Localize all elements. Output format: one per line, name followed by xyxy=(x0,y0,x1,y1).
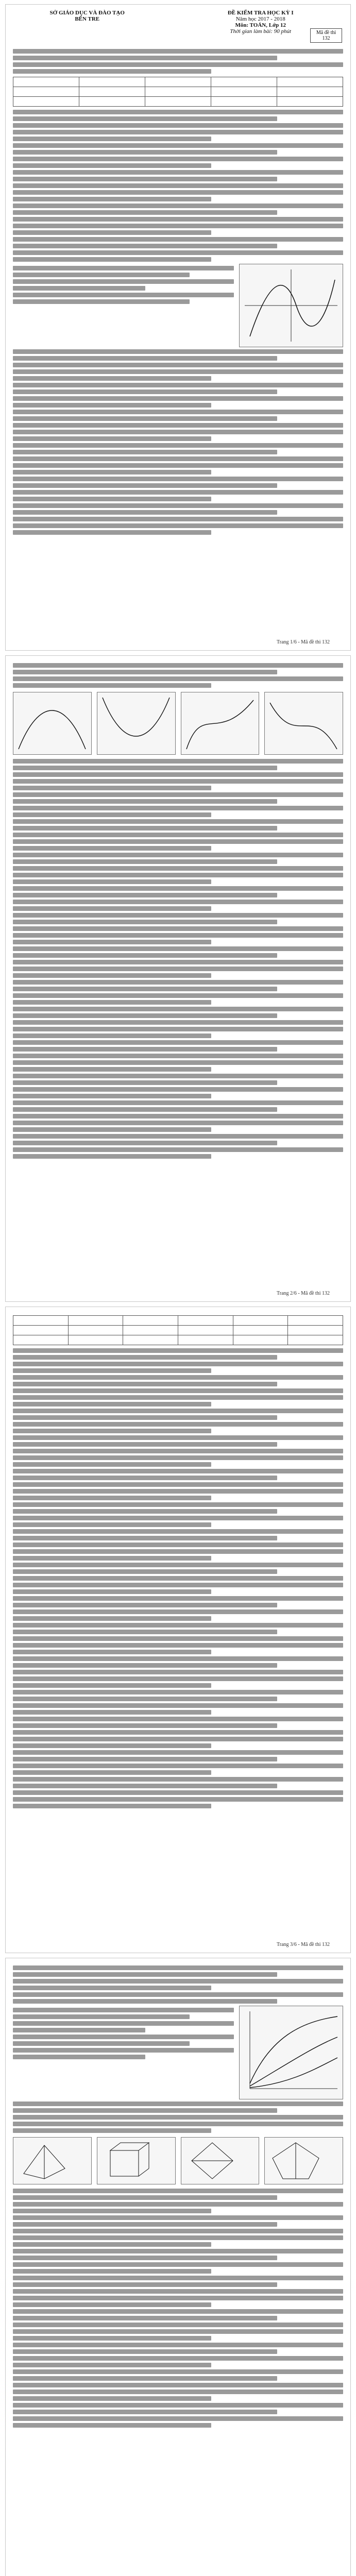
question-text-line xyxy=(13,859,277,864)
question-text-line xyxy=(13,1992,343,1997)
question-text-line xyxy=(13,1710,211,1715)
question-text-line xyxy=(13,2416,343,2421)
question-text-line xyxy=(13,1455,343,1460)
question-text-line xyxy=(13,1549,343,1554)
question-text-line xyxy=(13,369,343,374)
question-text-line xyxy=(13,530,211,535)
question-text-line xyxy=(13,893,277,897)
question-text-line xyxy=(13,953,277,958)
question-text-line xyxy=(13,1033,211,1038)
school-line-2: BẾN TRE xyxy=(75,16,100,22)
graph-option-d-plot xyxy=(265,692,342,754)
question-text-line xyxy=(13,436,211,441)
question-text-line xyxy=(13,2282,277,2287)
question-text-line xyxy=(13,423,343,428)
question-text-line xyxy=(13,49,343,54)
question-text-line xyxy=(13,2235,343,2240)
question-text-line xyxy=(13,913,343,918)
question-text-line xyxy=(13,839,343,844)
question-text-line xyxy=(13,376,211,381)
question-text-line xyxy=(13,190,343,195)
question-text-line xyxy=(13,960,343,964)
question-text-line xyxy=(13,1080,277,1085)
question-text-line xyxy=(13,1697,277,1701)
question-text-line xyxy=(13,1000,211,1005)
question-text-line xyxy=(13,1355,277,1360)
question-text-line xyxy=(13,2249,343,2253)
question-text-line xyxy=(13,217,343,222)
question-text-line xyxy=(13,2389,343,2394)
question-text-line xyxy=(13,846,211,851)
question-text-line xyxy=(13,1007,343,1011)
variation-table xyxy=(13,77,343,107)
question-text-line xyxy=(13,2369,343,2374)
question-text-line xyxy=(13,497,211,501)
question-text-line xyxy=(13,759,343,764)
question-text-line xyxy=(13,1382,277,1386)
question-text-line xyxy=(13,1516,343,1520)
question-text-line xyxy=(13,2035,234,2039)
question-text-line xyxy=(13,886,343,891)
question-text-line xyxy=(13,792,343,797)
question-text-line xyxy=(13,1054,343,1058)
question-text-line xyxy=(13,1576,343,1581)
question-text-line xyxy=(13,1435,343,1440)
question-text-line xyxy=(13,2423,211,2428)
question-text-line xyxy=(13,676,343,681)
question-text-line xyxy=(13,933,343,938)
question-text-line xyxy=(13,2014,190,2019)
question-text-line xyxy=(13,2256,277,2260)
question-text-line xyxy=(13,879,211,884)
question-text-line xyxy=(13,1790,343,1795)
question-text-line xyxy=(13,230,211,235)
question-text-line xyxy=(13,1348,343,1353)
graph-option-d xyxy=(264,692,343,755)
question-text-line xyxy=(13,2323,343,2327)
question-text-line xyxy=(13,866,343,871)
question-text-line xyxy=(13,1777,343,1782)
question-text-line xyxy=(13,2316,277,2320)
question-text-line xyxy=(13,2410,277,2414)
question-text-line xyxy=(13,2242,211,2247)
question-text-line xyxy=(13,1509,277,1514)
question-text-line xyxy=(13,2309,343,2314)
graph-option-b-plot xyxy=(97,692,175,754)
page-footer: Trang 3/6 - Mã đề thi 132 xyxy=(277,1942,330,1947)
question-text-line xyxy=(13,1804,211,1808)
graph-option-b xyxy=(97,692,176,755)
question-text-line xyxy=(13,1522,211,1527)
question-text-line xyxy=(13,2195,277,2200)
question-text-line xyxy=(13,2343,343,2347)
question-text-line xyxy=(13,197,211,201)
question-text-line xyxy=(13,1100,343,1105)
question-text-line xyxy=(13,183,343,188)
question-text-line xyxy=(13,1536,277,1540)
question-text-line xyxy=(13,69,211,74)
question-text-line xyxy=(13,2041,190,2046)
question-text-line xyxy=(13,2403,343,2408)
question-text-line xyxy=(13,523,343,528)
question-text-line xyxy=(13,826,277,831)
question-text-line xyxy=(13,293,234,297)
question-text-line xyxy=(13,1569,277,1574)
question-text-line xyxy=(13,56,277,60)
question-text-line xyxy=(13,396,343,401)
question-text-line xyxy=(13,2202,343,2207)
question-text-line xyxy=(13,1402,211,1406)
question-text-line xyxy=(13,906,211,911)
question-text-line xyxy=(13,670,277,674)
question-text-line xyxy=(13,2008,234,2012)
solid-figure-1 xyxy=(13,2137,92,2184)
question-text-line xyxy=(13,237,343,242)
question-text-line xyxy=(13,410,343,414)
question-text-line xyxy=(13,2021,234,2026)
question-text-line xyxy=(13,2262,343,2267)
graph-option-a xyxy=(13,692,92,755)
question-text-line xyxy=(13,299,190,304)
question-text-line xyxy=(13,1589,211,1594)
question-text-line xyxy=(13,1965,343,1970)
question-text-line xyxy=(13,177,277,181)
question-text-line xyxy=(13,1094,211,1098)
question-text-line xyxy=(13,1087,343,1092)
question-text-line xyxy=(13,62,343,67)
solid-figure-3-drawing xyxy=(181,2138,243,2184)
question-text-line xyxy=(13,2383,343,2387)
function-graph xyxy=(240,264,343,347)
question-text-line xyxy=(13,1999,277,2004)
question-text-line xyxy=(13,786,211,790)
question-text-line xyxy=(13,2189,343,2193)
solid-figure-4-drawing xyxy=(265,2138,327,2184)
question-text-line xyxy=(13,2363,211,2367)
question-text-line xyxy=(13,1449,343,1453)
question-text-line xyxy=(13,1529,343,1534)
question-text-line xyxy=(13,1107,277,1112)
question-text-line xyxy=(13,517,343,521)
question-text-line xyxy=(13,1972,277,1977)
question-text-line xyxy=(13,463,343,468)
question-text-line xyxy=(13,1502,343,1507)
question-text-line xyxy=(13,779,343,784)
exam-title: ĐỀ KIỂM TRA HỌC KỲ I xyxy=(227,10,294,16)
question-text-line xyxy=(13,1141,277,1145)
question-text-line xyxy=(13,1482,343,1487)
question-text-line xyxy=(13,443,343,448)
question-text-line xyxy=(13,940,211,944)
question-text-line xyxy=(13,1415,277,1420)
solid-figure-2 xyxy=(97,2137,176,2184)
question-text-line xyxy=(13,1656,343,1661)
question-text-line xyxy=(13,2349,277,2354)
question-text-line xyxy=(13,403,211,408)
question-text-line xyxy=(13,2028,145,2032)
exam-code-value: 132 xyxy=(322,36,330,41)
question-text-line xyxy=(13,123,343,128)
question-text-line xyxy=(13,1067,211,1072)
question-text-line xyxy=(13,920,277,924)
question-text-line xyxy=(13,2276,343,2280)
question-text-line xyxy=(13,2269,211,2274)
question-text-line xyxy=(13,1630,277,1634)
question-text-line xyxy=(13,483,277,488)
question-text-line xyxy=(13,163,211,168)
question-text-line xyxy=(13,1764,343,1768)
question-text-line xyxy=(13,1395,343,1400)
question-text-line xyxy=(13,2055,145,2059)
question-text-line xyxy=(13,799,277,804)
question-text-line xyxy=(13,900,343,904)
question-text-line xyxy=(13,2336,211,2341)
question-text-line xyxy=(13,926,343,931)
question-text-line xyxy=(13,2296,343,2300)
question-text-line xyxy=(13,1650,211,1654)
question-text-line xyxy=(13,1114,343,1118)
question-text-line xyxy=(13,157,343,161)
question-text-line xyxy=(13,1047,277,1052)
exam-header xyxy=(13,10,343,35)
question-text-line xyxy=(13,819,343,824)
question-text-line xyxy=(13,110,343,114)
question-text-line xyxy=(13,150,277,155)
question-text-line xyxy=(13,873,343,877)
question-text-line xyxy=(13,1670,343,1674)
question-text-line xyxy=(13,1469,343,1473)
question-text-line xyxy=(13,1020,343,1025)
question-text-line xyxy=(13,1442,277,1447)
exam-page-3 xyxy=(5,1307,351,1953)
solid-figure-4 xyxy=(264,2137,343,2184)
page-footer: Trang 1/6 - Mã đề thi 132 xyxy=(277,639,330,645)
exam-time-note: Thời gian làm bài: 90 phút xyxy=(230,28,292,35)
question-text-line xyxy=(13,416,277,421)
question-text-line xyxy=(13,1784,277,1788)
question-text-line xyxy=(13,224,343,228)
question-text-line xyxy=(13,477,343,481)
question-text-line xyxy=(13,1730,343,1735)
graph-option-c-plot xyxy=(181,692,259,754)
exam-year: Năm học 2017 - 2018 xyxy=(235,16,285,22)
question-text-line xyxy=(13,2356,343,2361)
question-text-line xyxy=(13,349,343,354)
question-text-line xyxy=(13,2376,277,2381)
exam-subject: Môn: TOÁN, Lớp 12 xyxy=(235,22,286,28)
question-text-line xyxy=(13,257,211,262)
question-text-line xyxy=(13,1583,343,1587)
question-text-line xyxy=(13,1757,277,1761)
question-text-line xyxy=(13,1636,343,1641)
question-text-line xyxy=(13,1060,343,1065)
question-text-line xyxy=(13,1616,211,1621)
question-text-line xyxy=(13,1134,343,1139)
question-text-line xyxy=(13,470,211,474)
curves-plot xyxy=(240,2006,343,2099)
question-text-line xyxy=(13,130,343,134)
question-text-line xyxy=(13,1375,343,1380)
question-text-line xyxy=(13,967,343,971)
question-text-line xyxy=(13,1683,211,1688)
graph-option-a-plot xyxy=(13,692,91,754)
question-text-line xyxy=(13,2122,343,2126)
question-text-line xyxy=(13,1362,343,1366)
exam-code-box xyxy=(310,28,342,43)
question-text-line xyxy=(13,266,234,270)
question-text-line xyxy=(13,766,277,770)
school-block xyxy=(13,10,161,22)
variation-table xyxy=(13,1315,343,1345)
question-text-line xyxy=(13,170,343,175)
question-text-line xyxy=(13,973,211,978)
question-text-line xyxy=(13,363,343,367)
question-text-line xyxy=(13,772,343,777)
question-text-line xyxy=(13,510,277,515)
question-text-line xyxy=(13,1609,343,1614)
question-text-line xyxy=(13,1737,343,1741)
question-text-line xyxy=(13,456,343,461)
graph-option-c xyxy=(181,692,260,755)
question-text-line xyxy=(13,946,343,951)
question-text-line xyxy=(13,204,343,208)
question-text-line xyxy=(13,1476,277,1480)
question-text-line xyxy=(13,2302,211,2307)
question-text-line xyxy=(13,1556,211,1561)
question-text-line xyxy=(13,1074,343,1078)
question-text-line xyxy=(13,430,343,434)
question-text-line xyxy=(13,2048,234,2053)
question-text-line xyxy=(13,1717,343,1721)
question-text-line xyxy=(13,490,343,495)
question-text-line xyxy=(13,1596,343,1601)
question-text-line xyxy=(13,1429,211,1433)
question-text-line xyxy=(13,2222,277,2227)
question-text-line xyxy=(13,244,277,248)
question-text-line xyxy=(13,2396,211,2401)
question-text-line xyxy=(13,1543,343,1547)
question-text-line xyxy=(13,1388,343,1393)
school-line-1: SỞ GIÁO DỤC VÀ ĐÀO TẠO xyxy=(49,10,125,16)
question-text-line xyxy=(13,210,277,215)
question-text-line xyxy=(13,1121,343,1125)
solid-figure-2-drawing xyxy=(97,2138,159,2184)
question-text-line xyxy=(13,1979,343,1984)
curves-figure xyxy=(239,2006,343,2099)
question-text-line xyxy=(13,1147,343,1152)
question-text-line xyxy=(13,1154,211,1159)
question-text-line xyxy=(13,1663,277,1668)
question-text-line xyxy=(13,987,277,991)
question-text-line xyxy=(13,806,343,810)
question-text-line xyxy=(13,356,277,361)
question-text-line xyxy=(13,1603,277,1607)
question-text-line xyxy=(13,273,190,277)
exam-code-label: Mã đề thi xyxy=(316,30,336,36)
question-text-line xyxy=(13,2229,343,2233)
question-text-line xyxy=(13,683,211,688)
question-text-line xyxy=(13,1422,343,1427)
question-text-line xyxy=(13,389,277,394)
question-text-line xyxy=(13,143,343,148)
question-text-line xyxy=(13,812,211,817)
question-text-line xyxy=(13,853,343,857)
question-text-line xyxy=(13,1986,211,1990)
question-text-line xyxy=(13,2128,211,2133)
question-text-line xyxy=(13,116,277,121)
question-text-line xyxy=(13,2102,343,2106)
question-text-line xyxy=(13,1690,343,1694)
question-text-line xyxy=(13,980,343,985)
question-text-line xyxy=(13,1563,343,1567)
question-text-line xyxy=(13,1676,343,1681)
exam-page-2 xyxy=(5,655,351,1302)
question-text-line xyxy=(13,2209,211,2213)
question-text-line xyxy=(13,993,343,998)
solid-figure-3 xyxy=(181,2137,260,2184)
question-text-line xyxy=(13,1040,343,1045)
question-text-line xyxy=(13,2215,343,2220)
question-text-line xyxy=(13,1409,343,1413)
page-footer: Trang 2/6 - Mã đề thi 132 xyxy=(277,1291,330,1296)
function-graph-figure xyxy=(239,264,343,347)
question-text-line xyxy=(13,279,234,284)
question-text-line xyxy=(13,1723,277,1728)
question-text-line xyxy=(13,383,343,387)
question-text-line xyxy=(13,1643,343,1648)
question-text-line xyxy=(13,1013,277,1018)
question-text-line xyxy=(13,2329,343,2334)
question-text-line xyxy=(13,1489,343,1494)
question-text-line xyxy=(13,2115,343,2120)
question-text-line xyxy=(13,1797,343,1802)
question-text-line xyxy=(13,833,343,837)
question-text-line xyxy=(13,286,145,291)
question-text-line xyxy=(13,1770,211,1775)
question-text-line xyxy=(13,503,343,508)
question-text-line xyxy=(13,2289,343,2294)
question-text-line xyxy=(13,1743,211,1748)
question-text-line xyxy=(13,1127,211,1132)
question-text-line xyxy=(13,450,277,454)
question-text-line xyxy=(13,1496,211,1500)
question-text-line xyxy=(13,663,343,668)
question-text-line xyxy=(13,1623,343,1628)
question-text-line xyxy=(13,137,211,141)
question-text-line xyxy=(13,1368,211,1373)
question-text-line xyxy=(13,1027,343,1031)
solid-figure-1-drawing xyxy=(13,2138,75,2184)
question-text-line xyxy=(13,1462,211,1467)
question-text-line xyxy=(13,250,343,255)
question-text-line xyxy=(13,1703,343,1708)
exam-page-4 xyxy=(5,1958,351,2576)
question-text-line xyxy=(13,1750,343,1755)
exam-page-1 xyxy=(5,4,351,651)
question-text-line xyxy=(13,2108,277,2113)
